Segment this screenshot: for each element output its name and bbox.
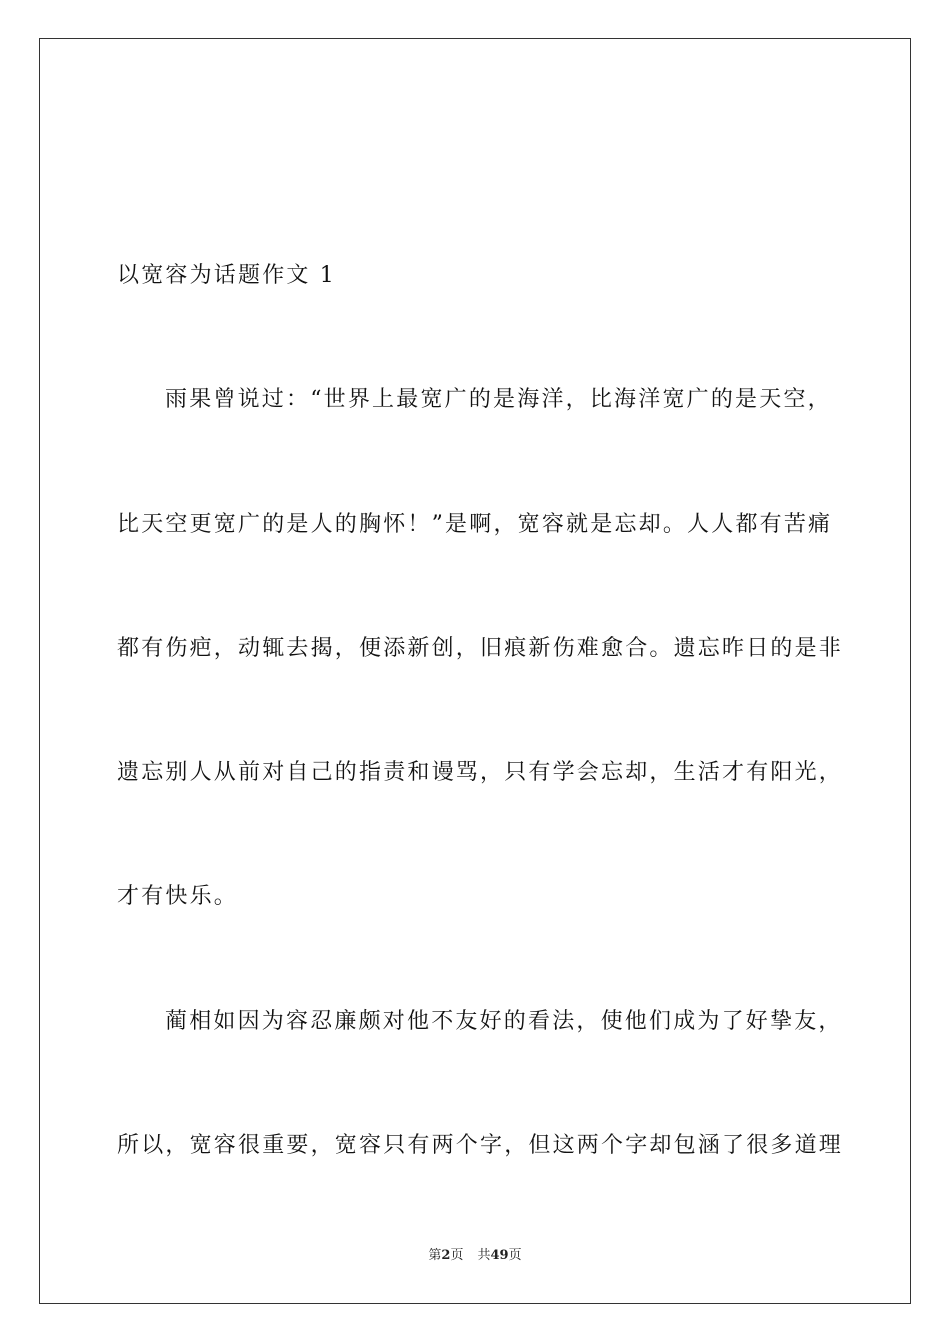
paragraph-1-line-1: 雨果曾说过：“世界上最宽广的是海洋，比海洋宽广的是天空，: [165, 387, 832, 412]
paragraph-1-line-2: 比天空更宽广的是人的胸怀！”是啊，宽容就是忘却。人人都有苦痛: [117, 512, 833, 537]
page-label-suffix: 页: [450, 1248, 464, 1263]
total-label-prefix: 共: [477, 1248, 491, 1263]
paragraph-2-line-1: 蔺相如因为容忍廉颇对他不友好的看法，使他们成为了好挚友，: [165, 1009, 843, 1034]
total-label-suffix: 页: [508, 1248, 522, 1263]
page-label-prefix: 第: [428, 1248, 442, 1263]
paragraph-1-line-5: 才有快乐。: [117, 884, 239, 909]
page-footer: [0, 1247, 950, 1265]
total-pages: 49: [490, 1248, 509, 1263]
page-border: [39, 38, 911, 1304]
paragraph-1-line-4: 遗忘别人从前对自己的指责和谩骂，只有学会忘却，生活才有阳光，: [117, 760, 844, 785]
paragraph-1-line-3: 都有伤疤，动辄去揭，便添新创，旧痕新伤难愈合。遗忘昨日的是非: [117, 636, 844, 661]
document-title: 以宽容为话题作文 1: [117, 263, 336, 288]
page-number: 2: [441, 1248, 451, 1263]
paragraph-2-line-2: 所以，宽容很重要，宽容只有两个字，但这两个字却包涵了很多道理: [117, 1133, 844, 1158]
